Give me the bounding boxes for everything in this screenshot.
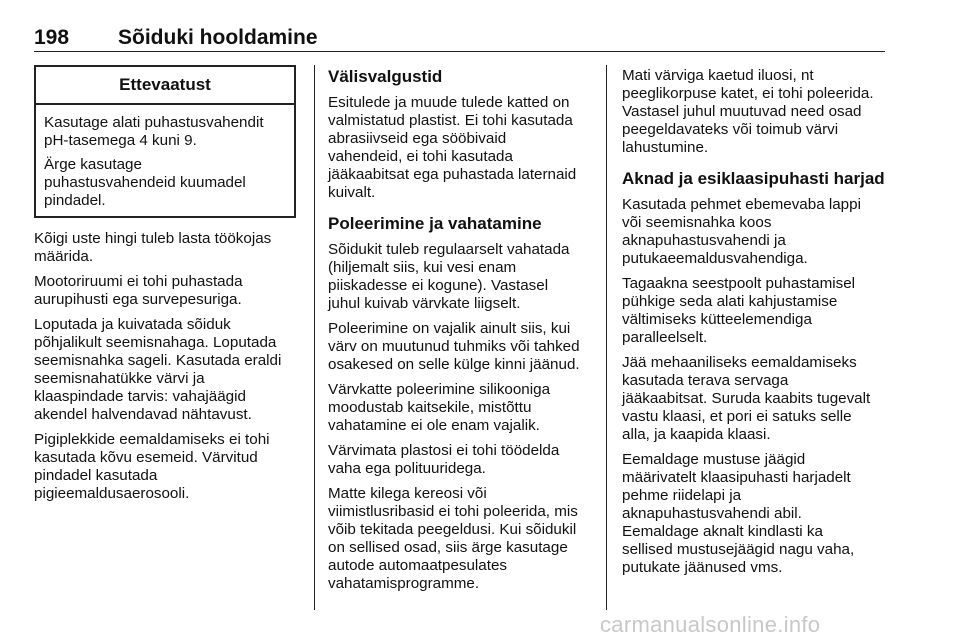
body-paragraph: Poleerimine on vajalik ainult siis, kui värv on muutunud tuhmiks või tahked osakesed on selle külge kinni jäänud. [328, 320, 580, 373]
column-right [622, 67, 894, 584]
section-heading-exterior-lights: Välisvalgustid [328, 67, 443, 86]
section-heading-windows-wipers: Aknad ja esiklaasipuhasti harjad [622, 169, 885, 188]
body-paragraph: Matte kilega kereosi või viimistlusribasid ei tohi poleerida, mis võib tekitada peegeldusi. Kui sõidukil on sellised osad, siis ärge kasutage autode automaatpesulates vahatamisprogramme. [328, 485, 578, 592]
header-divider [34, 51, 885, 52]
caution-paragraph: Kasutage alati puhastusvahendit pH-tasemega 4 kuni 9. [44, 114, 264, 149]
caution-box [34, 65, 296, 218]
body-paragraph: Kõigi uste hingi tuleb lasta töökojas määrida. [34, 230, 272, 265]
body-paragraph: Värvkatte poleerimine silikooniga moodustab kaitsekile, mistõttu vahatamine ei ole enam vajalik. [328, 381, 551, 434]
body-paragraph: Pigiplekkide eemaldamiseks ei tohi kasutada kõvu esemeid. Värvitud pindadel kasutada pigieemaldusaerosooli. [34, 431, 270, 502]
column-middle [328, 67, 598, 600]
caution-body [36, 105, 294, 210]
body-paragraph: Esitulede ja muude tulede katted on valmistatud plastist. Ei tohi kasutada abrasiivseid ega sööbivaid vahendeid, ei tohi kasutada jääkaabitsat ega puhastada laternaid kuivalt. [328, 94, 577, 201]
body-paragraph: Tagaakna seestpoolt puhastamisel pühkige seda alati kahjustamise vältimiseks kütteelemendiga paralleelselt. [622, 275, 856, 346]
column-left [34, 230, 298, 510]
body-paragraph: Eemaldage mustuse jäägid määrivatelt klaasipuhasti harjadelt pehme riidelapi ja aknapuhastusvahendi abil. Eemaldage aknalt kindlasti ka sellised mustusejäägid nagu vaha, putukate jäänused vms. [622, 451, 855, 576]
body-paragraph: Mati värviga kaetud iluosi, nt peeglikorpuse katet, ei tohi poleerida. Vastasel juhul muutuvad need osad peegeldavateks või toimub värvi lahustumine. [622, 67, 874, 156]
watermark-text: carmanualsonline.info [600, 612, 821, 637]
chapter-title: Sõiduki hooldamine [118, 26, 318, 49]
body-paragraph: Kasutada pehmet ebemevaba lappi või seemisnahka koos aknapuhastusvahendi ja putukaeemaldusvahendiga. [622, 196, 861, 267]
caution-paragraph: Ärge kasutage puhastusvahendeid kuumadel pindadel. [44, 156, 246, 209]
column-divider [314, 65, 315, 610]
body-paragraph: Mootoriruumi ei tohi puhastada aurupihusti ega survepesuriga. [34, 273, 243, 308]
page-number: 198 [34, 26, 70, 49]
page-header [34, 26, 884, 50]
caution-title: Ettevaatust [36, 67, 294, 105]
body-paragraph: Värvimata plastosi ei tohi töödelda vaha ega polituuridega. [328, 442, 560, 477]
section-heading-polishing: Poleerimine ja vahatamine [328, 214, 542, 233]
column-divider [606, 65, 607, 610]
body-paragraph: Loputada ja kuivatada sõiduk põhjalikult seemisnahaga. Loputada seemisnahka sageli. Kasutada eraldi seemisnahatükke värvi ja klaaspindade tarvis: vahajäägid akendel halvendavad nähtavust. [34, 316, 282, 423]
body-paragraph: Sõidukit tuleb regulaarselt vahatada (hiljemalt siis, kui vesi enam piiskadesse ei kogune). Vastasel juhul kuivab värvkate liigselt. [328, 241, 570, 312]
body-paragraph: Jää mehaaniliseks eemaldamiseks kasutada terava servaga jääkaabitsat. Suruda kaabits tugevalt vastu klaasi, et pori ei satuks selle alla, ja kaapida klaasi. [622, 354, 871, 443]
